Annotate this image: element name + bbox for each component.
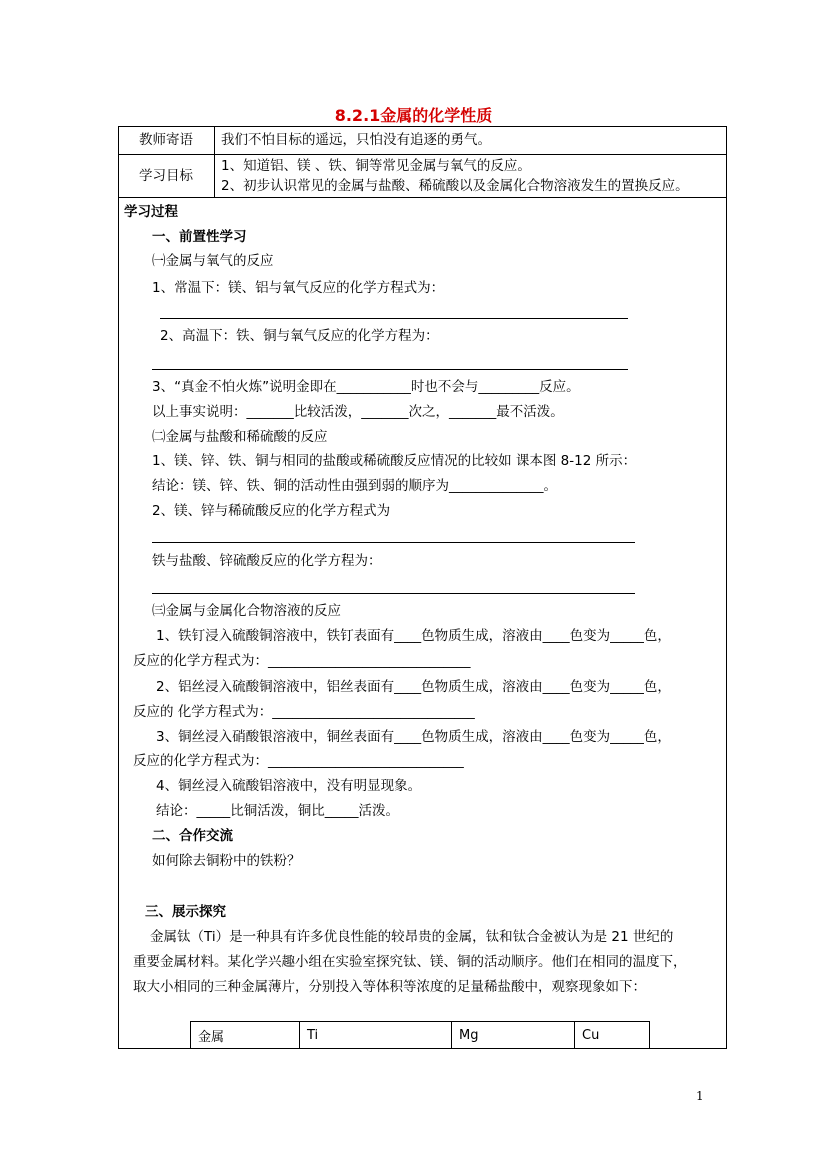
table-row <box>191 1022 650 1049</box>
question: 3、铜丝浸入硝酸银溶液中，铜丝表面有____色物质生成，溶液由____色变为_____色， <box>156 729 671 745</box>
table-cell: Mg <box>452 1022 575 1049</box>
section-heading: 二、合作交流 <box>152 828 233 844</box>
row-divider <box>118 197 727 198</box>
section-heading: 三、展示探究 <box>145 904 226 920</box>
row-divider <box>118 154 727 155</box>
answer-line <box>160 318 628 319</box>
subsection-title: ㈠金属与氧气的反应 <box>152 253 274 269</box>
teacher-text: 我们不怕目标的遥远，只怕没有追逐的勇气。 <box>221 132 491 148</box>
paragraph-line: 金属钛（Ti）是一种具有许多优良性能的较昂贵的金属，钛和钛合金被认为是 21 世纪的 <box>150 929 674 945</box>
question: 铁与盐酸、锌硫酸反应的化学方程为： <box>152 553 382 569</box>
answer-line <box>152 369 628 370</box>
question: 以上事实说明：_______比较活泼，_______次之，_______最不活泼。 <box>152 404 564 420</box>
question: 2、高温下：铁、铜与氧气反应的化学方程为： <box>160 328 439 344</box>
question: 反应的化学方程式为：_____________________________ <box>133 753 464 769</box>
question: 如何除去铜粉中的铁粉？ <box>152 853 301 869</box>
question: 1、镁、锌、铁、铜与相同的盐酸或稀硫酸反应情况的比较如 课本图 8-12 所示： <box>152 453 637 469</box>
page-number: 1 <box>696 1089 704 1103</box>
question: 2、镁、锌与稀硫酸反应的化学方程式为 <box>152 503 391 519</box>
paragraph-line: 重要金属材料。某化学兴趣小组在实验室探究钛、镁、铜的活动顺序。他们在相同的温度下， <box>133 954 687 970</box>
subsection-title: ㈢金属与金属化合物溶液的反应 <box>152 603 341 619</box>
question: 反应的化学方程式为：______________________________ <box>133 653 471 669</box>
answer-line <box>152 542 635 543</box>
goal-label: 学习目标 <box>139 168 193 184</box>
paragraph-line: 取大小相同的三种金属薄片，分别投入等体积等浓度的足量稀盐酸中，观察现象如下： <box>133 979 646 995</box>
question: 2、铝丝浸入硫酸铜溶液中，铝丝表面有____色物质生成，溶液由____色变为_____色， <box>156 679 671 695</box>
table-cell: Ti <box>300 1022 452 1049</box>
page-title: 8.2.1金属的化学性质 <box>334 106 493 125</box>
column-divider <box>214 127 215 198</box>
question: 1、常温下：镁、铝与氧气反应的化学方程式为： <box>152 280 445 296</box>
goal-item: 2、初步认识常见的金属与盐酸、稀硫酸以及金属化合物溶液发生的置换反应。 <box>221 178 689 194</box>
question: 4、铜丝浸入硫酸铝溶液中，没有明显现象。 <box>156 778 422 794</box>
question: 3、“真金不怕火炼”说明金即在___________时也不会与_________反应。 <box>152 379 580 395</box>
process-heading: 学习过程 <box>124 204 178 220</box>
question: 1、铁钉浸入硫酸铜溶液中，铁钉表面有____色物质生成，溶液由____色变为_____色， <box>156 628 671 644</box>
question: 结论：镁、锌、铁、铜的活动性由强到弱的顺序为______________。 <box>152 478 557 494</box>
goal-item: 1、知道铝、镁 、铁、铜等常见金属与氧气的反应。 <box>221 158 531 174</box>
teacher-label: 教师寄语 <box>139 132 193 148</box>
metal-table <box>190 1021 650 1049</box>
subsection-title: ㈡金属与盐酸和稀硫酸的反应 <box>152 429 328 445</box>
question: 结论：_____比铜活泼，铜比_____活泼。 <box>156 803 399 819</box>
section-heading: 一、前置性学习 <box>152 229 247 245</box>
table-cell: 金属 <box>191 1022 300 1049</box>
table-cell: Cu <box>575 1022 650 1049</box>
answer-line <box>152 593 635 594</box>
question: 反应的 化学方程式为：______________________________ <box>133 704 475 720</box>
